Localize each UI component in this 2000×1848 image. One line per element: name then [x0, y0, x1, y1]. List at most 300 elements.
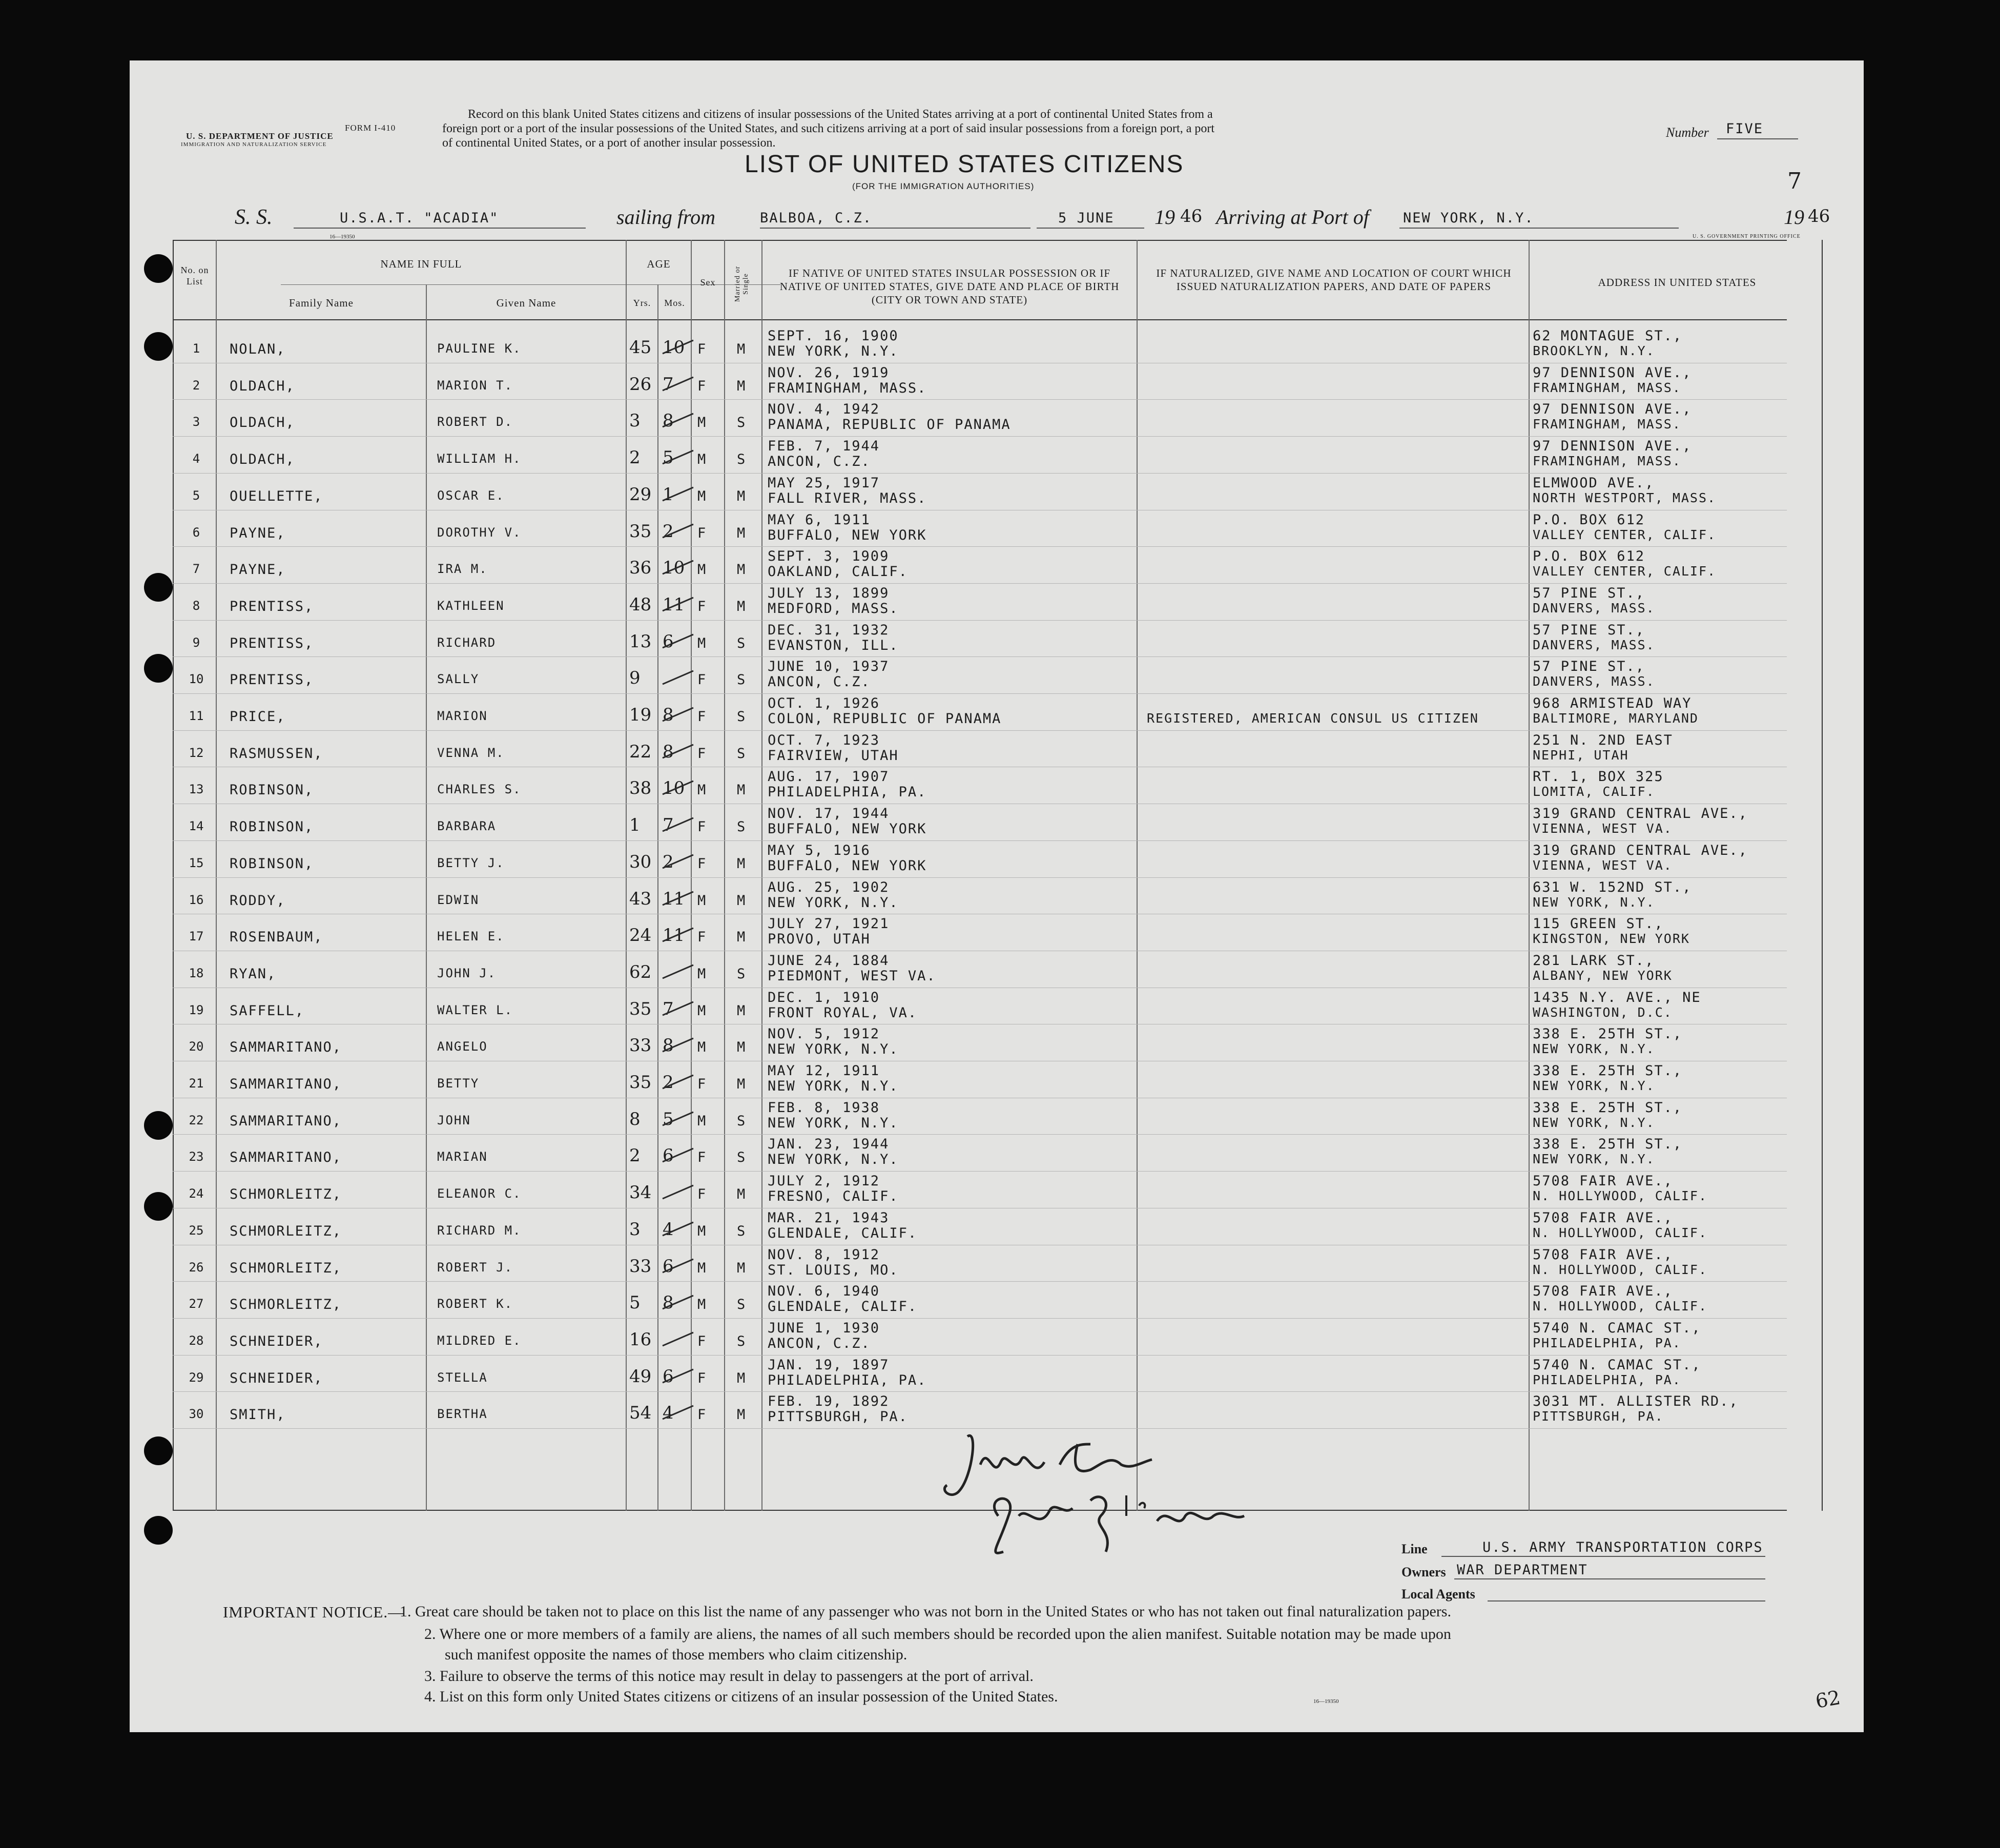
printer-name: U. S. GOVERNMENT PRINTING OFFICE: [1693, 234, 1801, 239]
table-row: [130, 621, 1864, 658]
address-line-1: 281 LARK ST.,: [1533, 952, 1655, 969]
birth-date: NOV. 6, 1940: [768, 1283, 880, 1300]
address-line-2: N. HOLLYWOOD, CALIF.: [1533, 1262, 1708, 1277]
page-title: LIST OF UNITED STATES CITIZENS: [745, 151, 1184, 178]
family-name: PRENTISS,: [230, 635, 314, 651]
preamble-line: Record on this blank United States citizens and citizens of insular possessions of the United States arriving at a port of continental United States from a: [468, 108, 1213, 121]
check-mark: [660, 702, 696, 727]
family-name: OLDACH,: [230, 378, 295, 394]
sex: F: [697, 598, 707, 614]
birth-date: FEB. 19, 1892: [768, 1393, 890, 1410]
check-mark: [660, 628, 696, 654]
birth-date: MAY 6, 1911: [768, 511, 871, 528]
address-line-2: VIENNA, WEST VA.: [1533, 857, 1673, 873]
row-number: 16: [189, 892, 204, 907]
check-mark: [660, 518, 696, 544]
given-name: BARBARA: [437, 819, 497, 834]
given-name: MILDRED E.: [437, 1333, 522, 1348]
page-subtitle: (FOR THE IMMIGRATION AUTHORITIES): [852, 181, 1035, 191]
given-name: ROBERT J.: [437, 1260, 513, 1275]
row-divider: [173, 473, 1787, 474]
birth-date: JAN. 19, 1897: [768, 1357, 890, 1373]
address-line-2: NEW YORK, N.Y.: [1533, 894, 1655, 910]
row-number: 9: [192, 635, 200, 650]
age-years: 29: [629, 484, 652, 505]
address-line-1: 5740 N. CAMAC ST.,: [1533, 1320, 1701, 1336]
family-name: SAMMARITANO,: [230, 1076, 342, 1092]
age-months: 11: [663, 925, 685, 946]
marital-status: S: [737, 1149, 747, 1166]
address-line-2: LOMITA, CALIF.: [1533, 784, 1655, 799]
given-name: JOHN J.: [437, 966, 497, 980]
row-divider: [173, 877, 1787, 878]
row-number: 24: [189, 1186, 204, 1201]
birth-date: FEB. 8, 1938: [768, 1099, 880, 1116]
sex: M: [697, 415, 707, 431]
age-years: 16: [629, 1329, 652, 1350]
family-name: RASMUSSEN,: [230, 745, 323, 762]
address-line-2: DANVERS, MASS.: [1533, 637, 1655, 652]
age-months: 7: [663, 998, 674, 1019]
sex: M: [697, 892, 707, 909]
notice-item-2-continued: such manifest opposite the names of those members who claim citizenship.: [445, 1646, 908, 1663]
family-name: SCHMORLEITZ,: [230, 1297, 342, 1313]
given-name: KATHLEEN: [437, 598, 505, 613]
birth-place: FRAMINGHAM, MASS.: [768, 380, 927, 396]
sex: F: [697, 1407, 707, 1423]
check-mark: [660, 1400, 696, 1425]
sex: F: [697, 709, 707, 725]
birth-place: PIEDMONT, WEST VA.: [768, 968, 936, 984]
birth-place: NEW YORK, N.Y.: [768, 1152, 899, 1168]
line-label: Line: [1401, 1542, 1428, 1556]
check-mark: [660, 481, 696, 507]
row-divider: [173, 693, 1787, 694]
birth-place: GLENDALE, CALIF.: [768, 1299, 918, 1315]
address-line-2: ALBANY, NEW YORK: [1533, 968, 1673, 983]
marital-status: S: [737, 1223, 747, 1239]
arrival-year-suffix: 46: [1808, 206, 1830, 227]
given-name-header: Given Name: [496, 297, 556, 309]
family-name: OLDACH,: [230, 415, 295, 431]
birthplace-header: IF NATIVE OF UNITED STATES INSULAR POSSESSION OR IF NATIVE OF UNITED STATES, GIVE DATE AND PLACE OF BIRTH (CITY OR TOWN AND STATE): [779, 267, 1120, 306]
table-row: [130, 658, 1864, 694]
address-line-2: NEW YORK, N.Y.: [1533, 1152, 1655, 1167]
name-in-full-header: NAME IN FULL: [380, 258, 462, 270]
table-row: [130, 1099, 1864, 1136]
given-name: BETTY: [437, 1076, 480, 1091]
age-years: 45: [629, 337, 652, 358]
birth-place: PITTSBURGH, PA.: [768, 1409, 908, 1425]
sex: M: [697, 1002, 707, 1019]
age-months: 8: [663, 1292, 674, 1313]
sex: F: [697, 341, 707, 357]
address-line-2: NEW YORK, N.Y.: [1533, 1115, 1655, 1130]
table-row: [130, 511, 1864, 548]
sex: M: [697, 635, 707, 651]
birth-place: GLENDALE, CALIF.: [768, 1225, 918, 1241]
row-divider: [173, 1134, 1787, 1135]
sailing-label: sailing from: [616, 206, 715, 229]
marital-status: M: [737, 892, 747, 909]
birth-date: JUNE 1, 1930: [768, 1320, 880, 1336]
birth-place: ANCON, C.Z.: [768, 1335, 871, 1351]
age-years: 2: [629, 1145, 641, 1166]
given-name: CHARLES S.: [437, 782, 522, 797]
address-line-1: P.O. BOX 612: [1533, 548, 1645, 565]
birth-date: SEPT. 3, 1909: [768, 548, 890, 565]
marital-status: S: [737, 966, 747, 982]
marital-status: S: [737, 1333, 747, 1349]
marital-status: S: [737, 1113, 747, 1129]
row-number: 27: [189, 1297, 204, 1311]
family-name: OUELLETTE,: [230, 488, 323, 504]
address-line-2: VALLEY CENTER, CALIF.: [1533, 527, 1717, 542]
preamble-line: foreign port or a port of the insular possessions of the United States, and such citizens arriving at a port of said insular possessions from a foreign port, a port: [442, 122, 1215, 135]
address-line-2: N. HOLLYWOOD, CALIF.: [1533, 1225, 1708, 1240]
corner-mark: 62: [1813, 1686, 1842, 1713]
address-line-1: 251 N. 2ND EAST: [1533, 732, 1673, 748]
marital-status: M: [737, 598, 747, 614]
row-divider: [173, 840, 1787, 841]
marital-status: S: [737, 635, 747, 651]
table-row: [130, 841, 1864, 878]
row-divider: [173, 730, 1787, 731]
address-line-1: 5708 FAIR AVE.,: [1533, 1173, 1673, 1189]
row-divider: [173, 1318, 1787, 1319]
table-row: [130, 915, 1864, 952]
check-mark: [660, 1363, 696, 1389]
row-number: 17: [189, 929, 204, 944]
marital-status: S: [737, 415, 747, 431]
sex: M: [697, 1223, 707, 1239]
check-mark: [660, 665, 696, 690]
row-divider: [173, 620, 1787, 621]
check-mark: [660, 996, 696, 1021]
table-row: [130, 400, 1864, 437]
notice-item-2: 2. Where one or more members of a family are aliens, the names of all such members should be recorded upon the alien manifest. Suitable notation may be made upon: [424, 1626, 1451, 1642]
birth-place: COLON, REPUBLIC OF PANAMA: [768, 711, 1002, 727]
given-name: SALLY: [437, 672, 480, 687]
marital-status: M: [737, 855, 747, 872]
address-line-2: N. HOLLYWOOD, CALIF.: [1533, 1188, 1708, 1204]
punch-hole: [144, 254, 173, 283]
row-number: 19: [189, 1002, 204, 1017]
marital-status: M: [737, 1002, 747, 1019]
address-line-2: N. HOLLYWOOD, CALIF.: [1533, 1299, 1708, 1314]
age-months: 8: [663, 410, 674, 432]
check-mark: [660, 555, 696, 580]
sex: F: [697, 819, 707, 835]
birth-place: ANCON, C.Z.: [768, 454, 871, 470]
given-name: EDWIN: [437, 892, 480, 907]
address-line-2: BROOKLYN, N.Y.: [1533, 343, 1655, 358]
age-months: 6: [663, 631, 674, 652]
row-number: 15: [189, 855, 204, 870]
marital-status: M: [737, 1186, 747, 1203]
print-code: 16—19350: [329, 234, 355, 240]
birth-place: ANCON, C.Z.: [768, 674, 871, 690]
sex: M: [697, 1039, 707, 1056]
birth-date: OCT. 7, 1923: [768, 732, 880, 748]
form-number: FORM I-410: [345, 123, 396, 133]
birth-date: NOV. 17, 1944: [768, 806, 890, 822]
list-number: FIVE: [1726, 121, 1764, 137]
age-years: 22: [629, 741, 652, 762]
birth-date: AUG. 17, 1907: [768, 769, 890, 785]
row-number: 14: [189, 819, 204, 834]
row-number: 13: [189, 782, 204, 797]
row-divider: [173, 1171, 1787, 1172]
address-header: ADDRESS IN UNITED STATES: [1598, 276, 1757, 289]
departure-port: BALBOA, C.Z.: [760, 210, 873, 226]
address-line-1: 631 W. 152ND ST.,: [1533, 879, 1692, 895]
birth-place: BUFFALO, NEW YORK: [768, 821, 927, 837]
age-months: 4: [663, 1219, 674, 1240]
address-line-1: 338 E. 25TH ST.,: [1533, 1136, 1683, 1153]
age-months: 8: [663, 741, 674, 762]
sex: F: [697, 1076, 707, 1092]
birth-date: JULY 2, 1912: [768, 1173, 880, 1189]
row-number: 21: [189, 1076, 204, 1091]
age-years: 8: [629, 1108, 641, 1130]
age-years: 1: [629, 815, 641, 836]
given-name: ANGELO: [437, 1039, 488, 1054]
row-number: 29: [189, 1370, 204, 1385]
marital-status: M: [737, 929, 747, 946]
row-divider: [173, 546, 1787, 547]
page-mark: 7: [1787, 168, 1802, 194]
age-years: 26: [629, 374, 652, 395]
row-number: 11: [189, 709, 204, 723]
service-name: IMMIGRATION AND NATURALIZATION SERVICE: [181, 141, 327, 148]
owners-value: WAR DEPARTMENT: [1457, 1562, 1588, 1578]
birth-date: NOV. 26, 1919: [768, 364, 890, 381]
given-name: MARIAN: [437, 1149, 488, 1164]
row-number: 3: [192, 415, 200, 429]
table-row: [130, 731, 1864, 768]
age-years: 5: [629, 1292, 641, 1313]
birth-date: DEC. 31, 1932: [768, 622, 890, 638]
family-name: SAMMARITANO,: [230, 1113, 342, 1129]
address-line-1: RT. 1, BOX 325: [1533, 769, 1664, 785]
family-name-header: Family Name: [289, 297, 354, 309]
table-row: [130, 1209, 1864, 1246]
age-years: 2: [629, 447, 641, 468]
check-mark: [660, 1106, 696, 1132]
marital-status: M: [737, 378, 747, 394]
row-divider: [173, 1355, 1787, 1356]
age-months: 5: [663, 447, 674, 468]
address-line-1: 968 ARMISTEAD WAY: [1533, 695, 1692, 711]
marital-status: M: [737, 1039, 747, 1056]
age-years: 35: [629, 998, 652, 1019]
owners-label: Owners: [1401, 1565, 1446, 1579]
marital-status: M: [737, 341, 747, 357]
age-years: 43: [629, 888, 652, 909]
birth-place: FRESNO, CALIF.: [768, 1188, 899, 1205]
birth-date: AUG. 25, 1902: [768, 879, 890, 895]
given-name: BERTHA: [437, 1407, 488, 1422]
age-years: 54: [629, 1403, 652, 1424]
age-years: 19: [629, 705, 652, 725]
marital-status: M: [737, 782, 747, 798]
address-line-1: 338 E. 25TH ST.,: [1533, 1063, 1683, 1079]
punch-hole: [144, 1516, 173, 1545]
row-number: 5: [192, 488, 200, 503]
given-name: MARION T.: [437, 378, 513, 393]
married-single-header: Married or Single: [734, 265, 750, 302]
address-line-2: WASHINGTON, D.C.: [1533, 1004, 1673, 1020]
address-line-2: PITTSBURGH, PA.: [1533, 1409, 1664, 1424]
address-line-1: 319 GRAND CENTRAL AVE.,: [1533, 842, 1748, 858]
check-mark: [660, 1253, 696, 1279]
check-mark: [660, 334, 696, 360]
arrival-year-prefix: 19: [1784, 206, 1804, 229]
given-name: VENNA M.: [437, 745, 505, 760]
address-line-1: 338 E. 25TH ST.,: [1533, 1099, 1683, 1116]
agency-name: U. S. DEPARTMENT OF JUSTICE: [186, 131, 334, 141]
given-name: ROBERT K.: [437, 1297, 513, 1311]
address-line-2: VIENNA, WEST VA.: [1533, 821, 1673, 836]
notice-item-4: 4. List on this form only United States citizens or citizens of an insular possession of the United States.: [424, 1688, 1058, 1705]
address-line-1: P.O. BOX 612: [1533, 511, 1645, 528]
age-years: 35: [629, 521, 652, 542]
table-row: [130, 694, 1864, 731]
age-years: 48: [629, 594, 652, 615]
age-months: 7: [663, 374, 674, 395]
given-name: BETTY J.: [437, 855, 505, 870]
birth-date: JUNE 10, 1937: [768, 659, 890, 675]
birth-place: OAKLAND, CALIF.: [768, 564, 908, 580]
row-number: 20: [189, 1039, 204, 1054]
age-years: 38: [629, 778, 652, 799]
given-name: MARION: [437, 709, 488, 723]
birth-place: FRONT ROYAL, VA.: [768, 1004, 918, 1021]
birth-place: BUFFALO, NEW YORK: [768, 527, 927, 543]
row-number: 23: [189, 1149, 204, 1164]
age-months: 10: [663, 337, 685, 358]
marital-status: M: [737, 562, 747, 578]
marital-status: S: [737, 1297, 747, 1313]
naturalization: REGISTERED, AMERICAN CONSUL US CITIZEN: [1147, 711, 1479, 726]
address-line-1: 5740 N. CAMAC ST.,: [1533, 1357, 1701, 1373]
birth-place: NEW YORK, N.Y.: [768, 894, 899, 911]
age-years: 24: [629, 925, 652, 946]
ss-label: S. S.: [235, 206, 273, 229]
birth-place: MEDFORD, MASS.: [768, 600, 899, 617]
birth-place: ST. LOUIS, MO.: [768, 1262, 899, 1278]
address-line-2: NEPHI, UTAH: [1533, 747, 1629, 763]
footer-print-code: 16—19350: [1313, 1698, 1339, 1705]
family-name: NOLAN,: [230, 341, 286, 357]
given-name: IRA M.: [437, 562, 488, 577]
row-number: 6: [192, 525, 200, 540]
age-years: 62: [629, 961, 652, 982]
yrs-header: Yrs.: [633, 298, 651, 308]
birth-place: PANAMA, REPUBLIC OF PANAMA: [768, 417, 1011, 433]
table-row: [130, 1172, 1864, 1209]
family-name: SAFFELL,: [230, 1002, 305, 1019]
address-line-1: 5708 FAIR AVE.,: [1533, 1283, 1673, 1300]
address-line-1: 5708 FAIR AVE.,: [1533, 1209, 1673, 1226]
birth-date: SEPT. 16, 1900: [768, 328, 899, 344]
check-mark: [660, 444, 696, 470]
row-number: 26: [189, 1260, 204, 1275]
naturalized-header: IF NATURALIZED, GIVE NAME AND LOCATION OF COURT WHICH ISSUED NATURALIZATION PAPERS, AND DATE OF PAPERS: [1156, 267, 1512, 293]
table-row: [130, 805, 1864, 841]
line-value: U.S. ARMY TRANSPORTATION CORPS: [1482, 1539, 1763, 1555]
age-years: 3: [629, 410, 641, 432]
family-name: PAYNE,: [230, 525, 286, 541]
sex: M: [697, 451, 707, 468]
family-name: ROSENBAUM,: [230, 929, 323, 946]
age-months: 2: [663, 851, 674, 872]
given-name: PAULINE K.: [437, 341, 522, 356]
given-name: WILLIAM H.: [437, 451, 522, 466]
check-mark: [660, 959, 696, 984]
birth-place: FALL RIVER, MASS.: [768, 490, 927, 506]
birth-date: JULY 13, 1899: [768, 585, 890, 601]
address-line-2: DANVERS, MASS.: [1533, 674, 1655, 689]
marital-status: M: [737, 1370, 747, 1386]
birth-date: NOV. 8, 1912: [768, 1246, 880, 1263]
sex-header: Sex: [700, 277, 716, 288]
age-years: 13: [629, 631, 652, 652]
inspector-signature: [937, 1413, 1265, 1583]
address-line-1: 1435 N.Y. AVE., NE: [1533, 989, 1701, 1005]
family-name: SAMMARITANO,: [230, 1149, 342, 1166]
notice-title: IMPORTANT NOTICE.—: [223, 1603, 405, 1621]
marital-status: S: [737, 672, 747, 688]
check-mark: [660, 407, 696, 433]
marital-status: M: [737, 1076, 747, 1092]
address-line-1: 3031 MT. ALLISTER RD.,: [1533, 1393, 1739, 1410]
ship-name: U.S.A.T. "ACADIA": [340, 210, 499, 226]
family-name: ROBINSON,: [230, 782, 314, 798]
family-name: PRENTISS,: [230, 672, 314, 688]
sex: M: [697, 782, 707, 798]
family-name: ROBINSON,: [230, 855, 314, 872]
no-on-list-header: No. on List: [180, 265, 209, 286]
row-number: 2: [192, 378, 200, 393]
table-row: [130, 768, 1864, 805]
address-line-1: 5708 FAIR AVE.,: [1533, 1246, 1673, 1263]
table-row: [130, 1356, 1864, 1393]
address-line-1: ELMWOOD AVE.,: [1533, 475, 1655, 491]
birth-date: JUNE 24, 1884: [768, 952, 890, 969]
birth-date: MAY 12, 1911: [768, 1063, 880, 1079]
marital-status: M: [737, 525, 747, 541]
age-months: 6: [663, 1145, 674, 1166]
birth-date: FEB. 7, 1944: [768, 438, 880, 455]
sex: F: [697, 1186, 707, 1203]
address-line-2: NEW YORK, N.Y.: [1533, 1041, 1655, 1057]
table-row: [130, 474, 1864, 511]
preamble-line: of continental United States, or a port of another insular possession.: [442, 136, 776, 150]
table-row: [130, 989, 1864, 1025]
age-months: 10: [663, 778, 685, 799]
row-number: 8: [192, 598, 200, 613]
row-divider: [173, 1391, 1787, 1392]
table-row: [130, 1025, 1864, 1062]
birth-date: DEC. 1, 1910: [768, 989, 880, 1005]
year-prefix: 19: [1154, 206, 1175, 229]
row-number: 12: [189, 745, 204, 760]
family-name: SMITH,: [230, 1407, 286, 1423]
sex: F: [697, 1333, 707, 1349]
check-mark: [660, 591, 696, 617]
